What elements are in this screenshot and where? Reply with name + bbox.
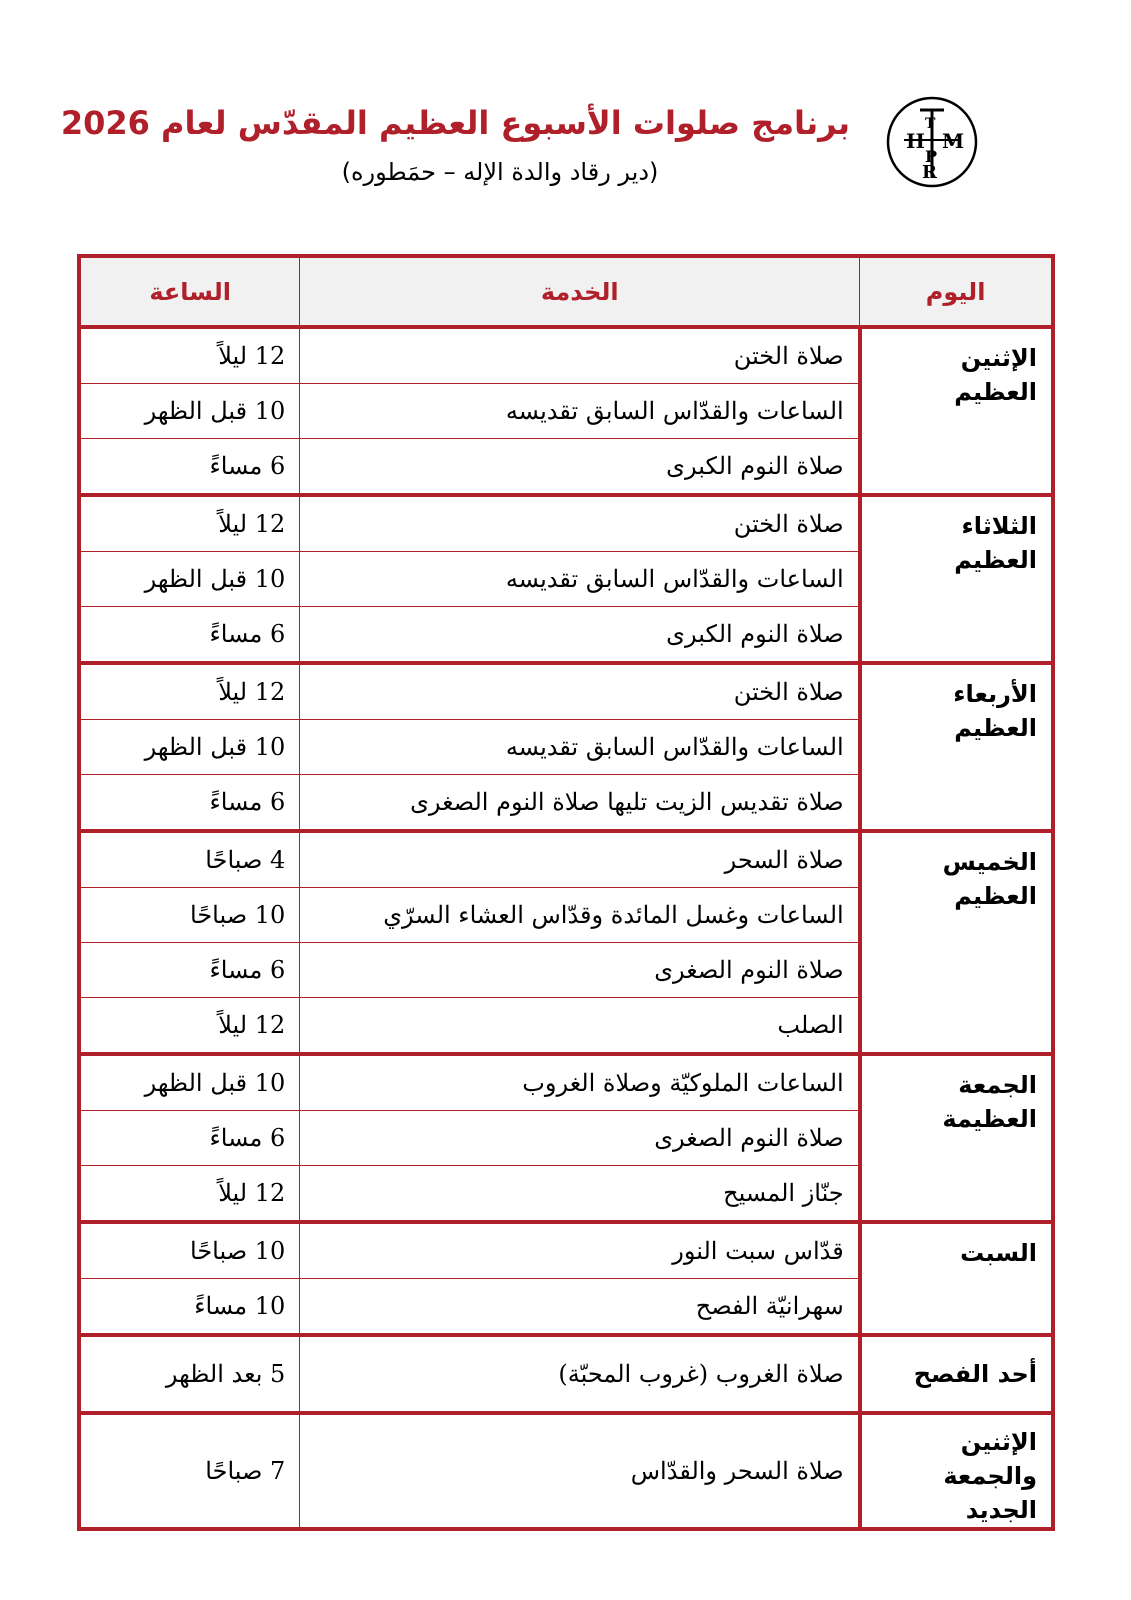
day-cell: الأربعاء العظيم [860,663,1053,831]
service-cell: الساعات الملوكيّة وصلاة الغروب [300,1054,860,1111]
service-cell: صلاة السحر [300,831,860,888]
time-cell: 12 ليلاً [79,998,300,1055]
time-cell: 12 ليلاً [79,327,300,384]
time-cell: 6 مساءً [79,1111,300,1166]
service-cell: صلاة الغروب (غروب المحبّة) [300,1335,860,1413]
day-cell: الثلاثاء العظيم [860,495,1053,663]
time-cell: 4 صباحًا [79,831,300,888]
svg-text:R: R [922,162,937,183]
service-cell: صلاة الختن [300,495,860,552]
table-row [79,1222,1053,1279]
time-cell: 12 ليلاً [79,495,300,552]
service-cell: الساعات والقدّاس السابق تقديسه [300,552,860,607]
service-cell: صلاة النوم الكبرى [300,439,860,496]
svg-text:P: P [925,147,938,166]
service-cell: صلاة النوم الصغرى [300,1111,860,1166]
service-cell: صلاة النوم الصغرى [300,943,860,998]
service-cell: صلاة الختن [300,663,860,720]
page-subtitle: (دير رقاد والدة الإله – حمَطوره) [341,158,659,186]
service-cell: صلاة تقديس الزيت تليها صلاة النوم الصغرى [300,775,860,832]
time-cell: 10 مساءً [79,1279,300,1336]
day-cell: الخميس العظيم [860,831,1053,1054]
day-cell: السبت [860,1222,1053,1335]
time-cell: 12 ليلاً [79,663,300,720]
service-cell: سهرانيّة الفصح [300,1279,860,1336]
svg-text:H: H [906,129,925,153]
table-header-row [79,256,1053,327]
header-time: الساعة [79,256,300,327]
day-cell: الإثنين العظيم [860,327,1053,495]
service-cell: جنّاز المسيح [300,1166,860,1223]
time-cell: 5 بعد الظهر [79,1335,300,1413]
time-cell: 7 صباحًا [79,1413,300,1529]
time-cell: 10 قبل الظهر [79,552,300,607]
day-cell: أحد الفصح [860,1335,1053,1413]
service-cell: الساعات والقدّاس السابق تقديسه [300,384,860,439]
table-row [79,1413,1053,1529]
table-row [79,831,1053,888]
time-cell: 10 قبل الظهر [79,1054,300,1111]
page-title: برنامج صلوات الأسبوع العظيم المقدّس لعام 2026 [60,104,850,142]
table-row [79,327,1053,384]
service-cell: قدّاس سبت النور [300,1222,860,1279]
table-row [79,1335,1053,1413]
time-cell: 10 صباحًا [79,1222,300,1279]
svg-text:M: M [942,129,965,153]
time-cell: 6 مساءً [79,943,300,998]
time-cell: 12 ليلاً [79,1166,300,1223]
day-cell: الإثنين والجمعة الجديد [860,1413,1053,1529]
time-cell: 10 صباحًا [79,888,300,943]
day-cell: الجمعة العظيمة [860,1054,1053,1222]
service-cell: الصلب [300,998,860,1055]
table-row [79,495,1053,552]
service-cell: الساعات وغسل المائدة وقدّاس العشاء السرّي [300,888,860,943]
schedule-table [77,254,1055,1531]
time-cell: 10 قبل الظهر [79,720,300,775]
header-day: اليوم [860,256,1053,327]
time-cell: 10 قبل الظهر [79,384,300,439]
service-cell: صلاة الختن [300,327,860,384]
time-cell: 6 مساءً [79,439,300,496]
table-row [79,663,1053,720]
service-cell: صلاة السحر والقدّاس [300,1413,860,1529]
monastery-monogram-icon [886,96,978,188]
time-cell: 6 مساءً [79,775,300,832]
table-row [79,1054,1053,1111]
header-service: الخدمة [300,256,860,327]
time-cell: 6 مساءً [79,607,300,664]
service-cell: الساعات والقدّاس السابق تقديسه [300,720,860,775]
service-cell: صلاة النوم الكبرى [300,607,860,664]
svg-text:T: T [925,116,936,132]
